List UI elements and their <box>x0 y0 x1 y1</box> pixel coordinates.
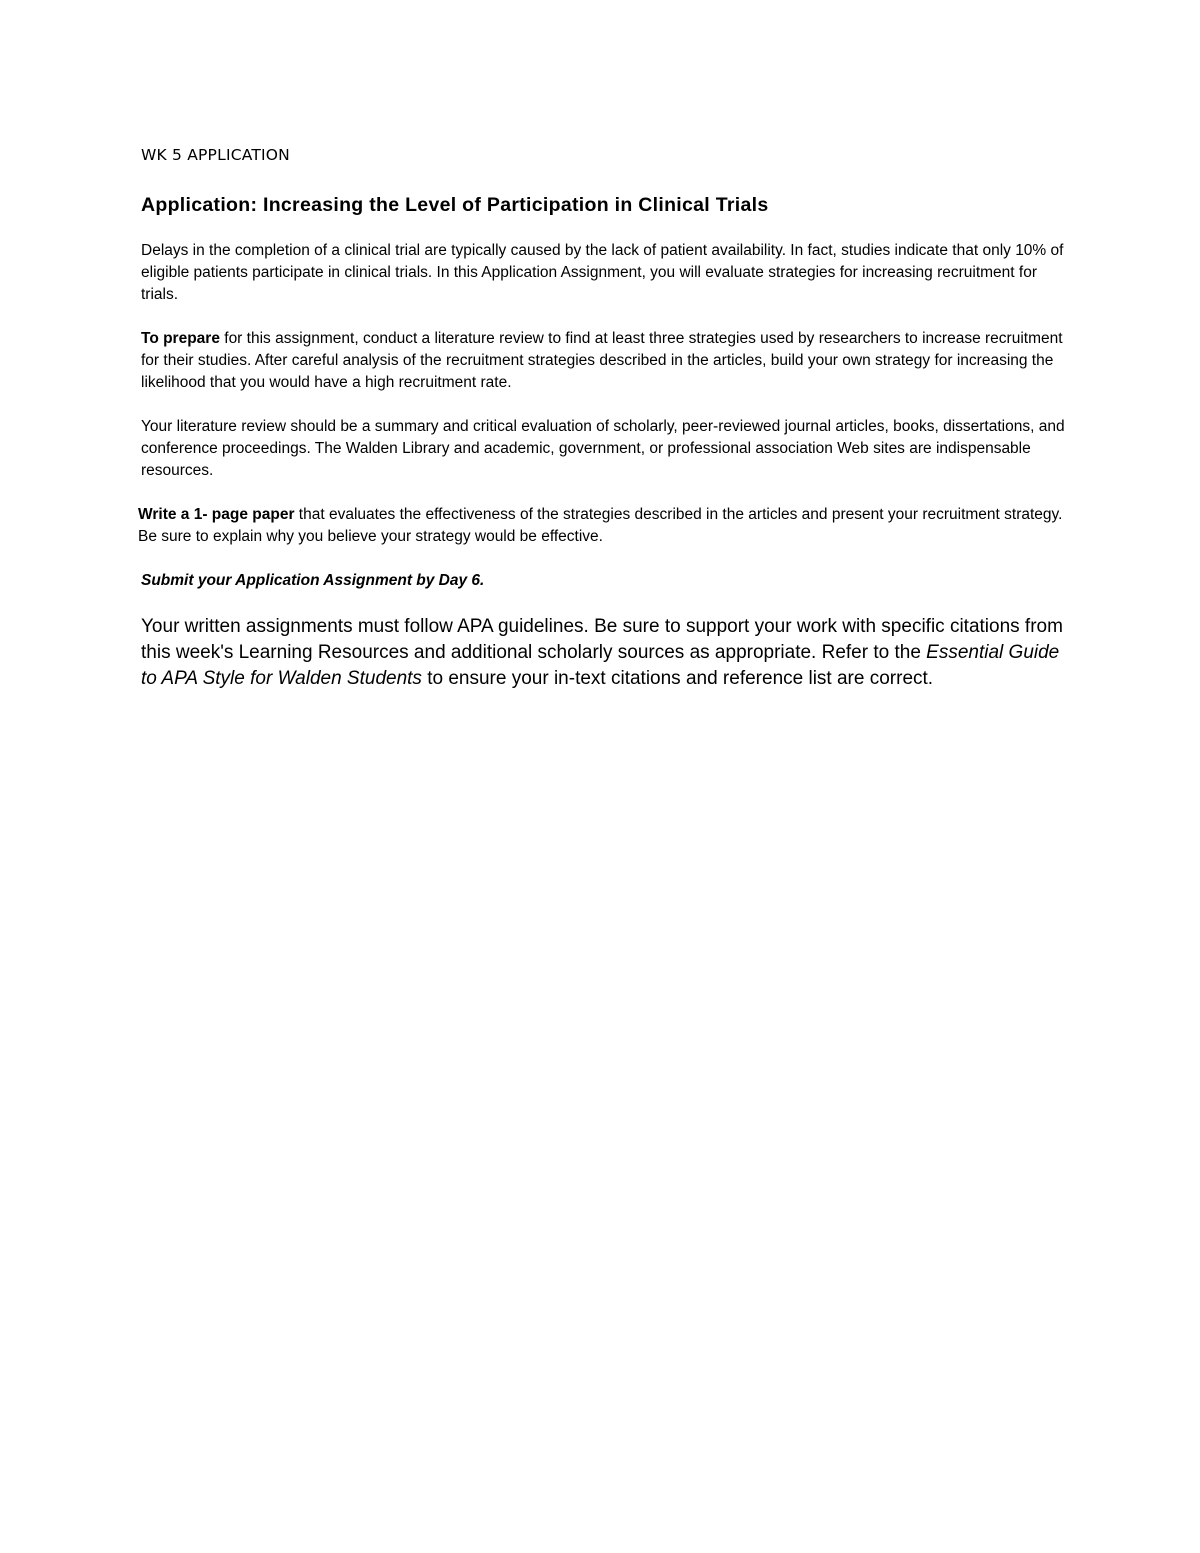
submit-line: Submit your Application Assignment by Day 6. <box>141 572 485 589</box>
apa-guide-title: Essential Guide to APA Style for Walden Students <box>141 642 1060 689</box>
prepare-paragraph <box>141 328 1066 394</box>
document-page <box>138 144 1066 692</box>
review-paragraph: Your literature review should be a summary and critical evaluation of scholarly, peer-reviewed journal articles, books, dissertations, and conference proceedings. The Walden Library and academic, government, or professional association Web sites are indispensable resources. <box>141 418 1065 479</box>
apa-text-after: to ensure your in-text citations and reference list are correct. <box>421 668 934 689</box>
apa-text-before: Your written assignments must follow APA guidelines. Be sure to support your work with specific citations from this week's Learning Resources and additional scholarly sources as appropriate. Refer to the <box>141 616 1063 663</box>
write-text: that evaluates the effectiveness of the strategies described in the articles and present your recruitment strategy. Be sure to explain why you believe your strategy would be effective. <box>138 506 1063 545</box>
write-paragraph <box>138 504 1066 548</box>
apa-paragraph <box>141 614 1066 692</box>
assignment-title: Application: Increasing the Level of Participation in Clinical Trials <box>141 194 769 216</box>
prepare-bold: To prepare <box>141 330 220 347</box>
write-bold: Write a 1- page paper <box>138 506 295 523</box>
prepare-text: for this assignment, conduct a literature review to find at least three strategies used by researchers to increase recruitment for their studies. After careful analysis of the recruitment strategies described in the articles, build your own strategy for increasing the likelihood that you would have a high recruitment rate. <box>141 330 1063 391</box>
week-label: WK 5 APPLICATION <box>141 146 290 164</box>
intro-paragraph: Delays in the completion of a clinical trial are typically caused by the lack of patient availability. In fact, studies indicate that only 10% of eligible patients participate in clinical trials. In this Application Assignment, you will evaluate strategies for increasing recruitment for trials. <box>141 242 1064 303</box>
